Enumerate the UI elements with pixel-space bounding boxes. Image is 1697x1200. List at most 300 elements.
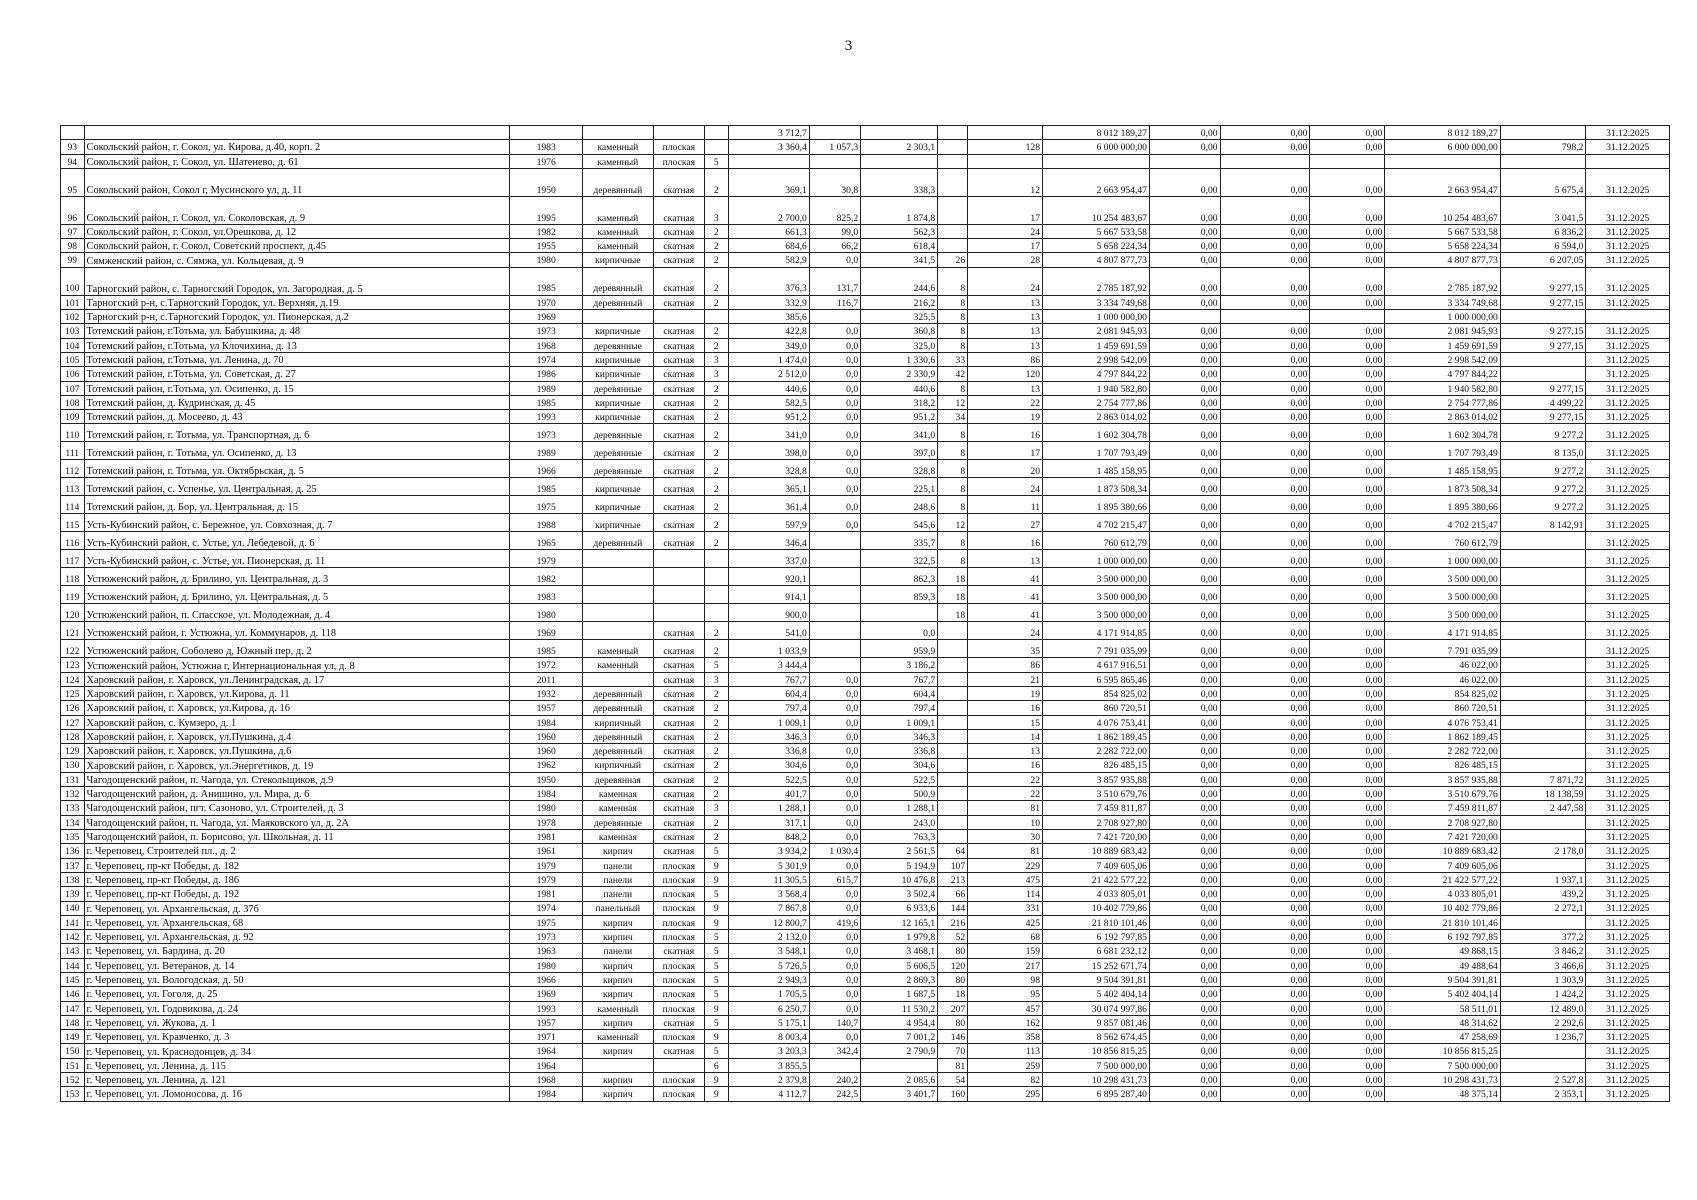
table-row (61, 701, 1670, 715)
residential-area-cell: 2 330,9 (861, 367, 938, 381)
roof-type-cell: скатная (653, 658, 704, 672)
roof-type-cell: скатная (653, 267, 704, 295)
floors-cell: 2 (704, 772, 728, 786)
budget-cost-cell: 0,00 (1220, 972, 1310, 986)
wall-material-cell: деревянные (583, 815, 654, 829)
repair-cost-cell: 1 862 189,45 (1385, 729, 1501, 743)
apartments-cell: 12 (938, 395, 968, 409)
fund-cost-cell: 0,00 (1149, 1073, 1220, 1087)
total-area-cell: 365,1 (728, 478, 809, 496)
year-built-cell: 1960 (510, 729, 583, 743)
residents-cell: 12 (968, 168, 1043, 196)
table-row (61, 887, 1670, 901)
roof-type-cell: скатная (653, 395, 704, 409)
residents-cell: 159 (968, 944, 1043, 958)
apartments-cell (938, 126, 968, 140)
owner-cost-cell: 0,00 (1310, 729, 1385, 743)
deadline-cell: 31.12.2025 (1586, 224, 1670, 238)
budget-cost-cell: 0,00 (1220, 478, 1310, 496)
apartments-cell (938, 744, 968, 758)
table-row (61, 267, 1670, 295)
total-cost-cell: 3 500 000,00 (1043, 604, 1150, 622)
row-number-cell: 111 (61, 442, 85, 460)
owner-cost-cell: 0,00 (1310, 338, 1385, 352)
total-area-cell: 920,1 (728, 568, 809, 586)
total-cost-cell: 4 702 215,47 (1043, 514, 1150, 532)
year-built-cell: 1968 (510, 338, 583, 352)
total-cost-cell: 4 076 753,41 (1043, 715, 1150, 729)
total-cost-cell: 1 000 000,00 (1043, 550, 1150, 568)
wall-material-cell: кирпич (583, 987, 654, 1001)
repair-cost-cell: 49 488,64 (1385, 958, 1501, 972)
table-row (61, 568, 1670, 586)
table-row (61, 224, 1670, 238)
table-row (61, 930, 1670, 944)
cost-per-sqm-cell: 12 489,0 (1500, 1001, 1586, 1015)
total-area-cell: 304,6 (728, 758, 809, 772)
floors-cell: 3 (704, 672, 728, 686)
residents-cell: 358 (968, 1030, 1043, 1044)
deadline-cell: 31.12.2025 (1586, 687, 1670, 701)
nonresidential-area-cell: 0,0 (809, 381, 860, 395)
floors-cell: 2 (704, 701, 728, 715)
residential-area-cell: 3 502,4 (861, 887, 938, 901)
roof-type-cell: скатная (653, 801, 704, 815)
total-cost-cell: 10 254 483,67 (1043, 196, 1150, 224)
deadline-cell: 31.12.2025 (1586, 442, 1670, 460)
year-built-cell: 1971 (510, 1030, 583, 1044)
residential-area-cell: 7 001,2 (861, 1030, 938, 1044)
roof-type-cell: скатная (653, 460, 704, 478)
wall-material-cell: каменный (583, 640, 654, 658)
wall-material-cell: каменный (583, 140, 654, 154)
residents-cell: 16 (968, 532, 1043, 550)
row-number-cell: 116 (61, 532, 85, 550)
owner-cost-cell: 0,00 (1310, 424, 1385, 442)
budget-cost-cell: 0,00 (1220, 460, 1310, 478)
wall-material-cell: кирпичные (583, 395, 654, 409)
budget-cost-cell: 0,00 (1220, 395, 1310, 409)
budget-cost-cell: 0,00 (1220, 640, 1310, 658)
floors-cell: 2 (704, 395, 728, 409)
year-built-cell: 1984 (510, 787, 583, 801)
year-built-cell: 1955 (510, 239, 583, 253)
apartments-cell (938, 801, 968, 815)
budget-cost-cell: 0,00 (1220, 1030, 1310, 1044)
residential-area-cell: 248,6 (861, 496, 938, 514)
apartments-cell (938, 239, 968, 253)
table-row (61, 168, 1670, 196)
budget-cost-cell: 0,00 (1220, 830, 1310, 844)
year-built-cell: 1982 (510, 224, 583, 238)
year-built-cell: 1964 (510, 1044, 583, 1058)
owner-cost-cell: 0,00 (1310, 758, 1385, 772)
residents-cell: 17 (968, 239, 1043, 253)
residents-cell: 28 (968, 253, 1043, 267)
address-cell: Устюженский район, п. Спасское, ул. Молодежная, д. 4 (84, 604, 510, 622)
repair-cost-cell: 4 807 877,73 (1385, 253, 1501, 267)
floors-cell: 2 (704, 338, 728, 352)
budget-cost-cell: 0,00 (1220, 772, 1310, 786)
residential-area-cell: 2 303,1 (861, 140, 938, 154)
roof-type-cell: плоская (653, 972, 704, 986)
nonresidential-area-cell: 0,0 (809, 496, 860, 514)
budget-cost-cell: 0,00 (1220, 381, 1310, 395)
fund-cost-cell: 0,00 (1149, 640, 1220, 658)
nonresidential-area-cell: 0,0 (809, 729, 860, 743)
row-number-cell: 101 (61, 295, 85, 309)
address-cell: Тарногский р-н, с.Тарногский Городок, ул. Пионерская, д.2 (84, 310, 510, 324)
year-built-cell: 1980 (510, 253, 583, 267)
budget-cost-cell: 0,00 (1220, 126, 1310, 140)
owner-cost-cell: 0,00 (1310, 324, 1385, 338)
roof-type-cell: плоская (653, 1073, 704, 1087)
residential-area-cell: 244,6 (861, 267, 938, 295)
owner-cost-cell: 0,00 (1310, 239, 1385, 253)
residents-cell: 113 (968, 1044, 1043, 1058)
cost-per-sqm-cell: 9 277,15 (1500, 267, 1586, 295)
table-row (61, 1044, 1670, 1058)
residential-area-cell: 5 606,5 (861, 958, 938, 972)
budget-cost-cell: 0,00 (1220, 1058, 1310, 1072)
deadline-cell: 31.12.2025 (1586, 915, 1670, 929)
budget-cost-cell: 0,00 (1220, 715, 1310, 729)
year-built-cell: 1976 (510, 154, 583, 168)
row-number-cell: 151 (61, 1058, 85, 1072)
nonresidential-area-cell (809, 154, 860, 168)
repair-cost-cell: 1 485 158,95 (1385, 460, 1501, 478)
residential-area-cell: 767,7 (861, 672, 938, 686)
year-built-cell: 1984 (510, 715, 583, 729)
floors-cell: 3 (704, 801, 728, 815)
residential-area-cell: 325,0 (861, 338, 938, 352)
total-area-cell: 661,3 (728, 224, 809, 238)
row-number-cell: 103 (61, 324, 85, 338)
total-area-cell: 11 305,5 (728, 872, 809, 886)
repair-cost-cell: 6 192 797,85 (1385, 930, 1501, 944)
apartments-cell (938, 140, 968, 154)
year-built-cell: 1965 (510, 532, 583, 550)
total-area-cell: 522,5 (728, 772, 809, 786)
deadline-cell: 31.12.2025 (1586, 604, 1670, 622)
page-number: 3 (844, 38, 853, 54)
wall-material-cell (583, 550, 654, 568)
roof-type-cell: скатная (653, 381, 704, 395)
owner-cost-cell: 0,00 (1310, 801, 1385, 815)
year-built-cell (510, 126, 583, 140)
cost-per-sqm-cell: 3 846,2 (1500, 944, 1586, 958)
owner-cost-cell: 0,00 (1310, 496, 1385, 514)
apartments-cell: 8 (938, 295, 968, 309)
deadline-cell: 31.12.2025 (1586, 410, 1670, 424)
total-cost-cell: 1 602 304,78 (1043, 424, 1150, 442)
cost-per-sqm-cell: 2 272,1 (1500, 901, 1586, 915)
row-number-cell: 106 (61, 367, 85, 381)
residential-area-cell: 1 874,8 (861, 196, 938, 224)
owner-cost-cell: 0,00 (1310, 944, 1385, 958)
residential-area-cell: 3 186,2 (861, 658, 938, 672)
repair-cost-cell: 7 500 000,00 (1385, 1058, 1501, 1072)
residential-area-cell (861, 604, 938, 622)
total-area-cell: 1 474,0 (728, 352, 809, 366)
residents-cell: 17 (968, 196, 1043, 224)
wall-material-cell: каменный (583, 658, 654, 672)
residents-cell: 13 (968, 310, 1043, 324)
wall-material-cell: деревянный (583, 532, 654, 550)
budget-cost-cell: 0,00 (1220, 930, 1310, 944)
total-area-cell: 376,3 (728, 267, 809, 295)
fund-cost-cell: 0,00 (1149, 887, 1220, 901)
cost-per-sqm-cell: 4 499,22 (1500, 395, 1586, 409)
residential-area-cell: 10 476,8 (861, 872, 938, 886)
fund-cost-cell: 0,00 (1149, 381, 1220, 395)
wall-material-cell (583, 604, 654, 622)
residential-area-cell: 2 869,3 (861, 972, 938, 986)
year-built-cell: 1985 (510, 478, 583, 496)
owner-cost-cell: 0,00 (1310, 1087, 1385, 1101)
floors-cell: 2 (704, 295, 728, 309)
total-area-cell: 346,3 (728, 729, 809, 743)
roof-type-cell: плоская (653, 958, 704, 972)
apartments-cell: 80 (938, 972, 968, 986)
year-built-cell: 1975 (510, 915, 583, 929)
residents-cell: 19 (968, 687, 1043, 701)
owner-cost-cell: 0,00 (1310, 604, 1385, 622)
deadline-cell: 31.12.2025 (1586, 239, 1670, 253)
wall-material-cell: кирпичные (583, 496, 654, 514)
total-cost-cell: 10 298 431,73 (1043, 1073, 1150, 1087)
roof-type-cell: скатная (653, 758, 704, 772)
apartments-cell (938, 758, 968, 772)
residential-area-cell: 4 954,4 (861, 1015, 938, 1029)
residential-area-cell: 522,5 (861, 772, 938, 786)
row-number-cell: 99 (61, 253, 85, 267)
housing-repair-table (60, 125, 1670, 1102)
total-area-cell: 3 548,1 (728, 944, 809, 958)
residents-cell: 120 (968, 367, 1043, 381)
residents-cell: 16 (968, 701, 1043, 715)
apartments-cell (938, 772, 968, 786)
repair-cost-cell: 4 076 753,41 (1385, 715, 1501, 729)
total-area-cell: 1 288,1 (728, 801, 809, 815)
table-row (61, 622, 1670, 640)
residential-area-cell: 959,9 (861, 640, 938, 658)
total-area-cell: 2 700,0 (728, 196, 809, 224)
floors-cell: 5 (704, 930, 728, 944)
wall-material-cell: деревянные (583, 442, 654, 460)
fund-cost-cell: 0,00 (1149, 744, 1220, 758)
deadline-cell: 31.12.2025 (1586, 787, 1670, 801)
residents-cell: 22 (968, 772, 1043, 786)
residential-area-cell: 797,4 (861, 701, 938, 715)
budget-cost-cell: 0,00 (1220, 987, 1310, 1001)
apartments-cell (938, 715, 968, 729)
cost-per-sqm-cell: 9 277,15 (1500, 381, 1586, 395)
owner-cost-cell: 0,00 (1310, 460, 1385, 478)
residential-area-cell: 2 085,6 (861, 1073, 938, 1087)
fund-cost-cell: 0,00 (1149, 460, 1220, 478)
deadline-cell: 31.12.2025 (1586, 1087, 1670, 1101)
owner-cost-cell: 0,00 (1310, 887, 1385, 901)
repair-cost-cell: 4 171 914,85 (1385, 622, 1501, 640)
repair-cost-cell: 10 856 815,25 (1385, 1044, 1501, 1058)
nonresidential-area-cell: 0,0 (809, 442, 860, 460)
cost-per-sqm-cell (1500, 815, 1586, 829)
floors-cell: 9 (704, 1030, 728, 1044)
repair-cost-cell: 1 707 793,49 (1385, 442, 1501, 460)
table-row (61, 687, 1670, 701)
floors-cell (704, 568, 728, 586)
total-cost-cell: 2 282 722,00 (1043, 744, 1150, 758)
address-cell: Тотемский район, д. Мосеево, д. 43 (84, 410, 510, 424)
total-cost-cell: 760 612,79 (1043, 532, 1150, 550)
table-row (61, 772, 1670, 786)
wall-material-cell (583, 672, 654, 686)
address-cell: Устюженский район, г. Устюжна, ул. Коммунаров, д. 118 (84, 622, 510, 640)
total-area-cell: 332,9 (728, 295, 809, 309)
nonresidential-area-cell: 0,0 (809, 410, 860, 424)
total-area-cell: 797,4 (728, 701, 809, 715)
floors-cell: 9 (704, 1087, 728, 1101)
fund-cost-cell: 0,00 (1149, 1030, 1220, 1044)
apartments-cell: 120 (938, 958, 968, 972)
table-row (61, 352, 1670, 366)
row-number-cell: 104 (61, 338, 85, 352)
total-cost-cell: 3 500 000,00 (1043, 586, 1150, 604)
repair-cost-cell: 5 402 404,14 (1385, 987, 1501, 1001)
wall-material-cell (583, 622, 654, 640)
deadline-cell: 31.12.2025 (1586, 514, 1670, 532)
residents-cell: 21 (968, 672, 1043, 686)
year-built-cell: 1989 (510, 442, 583, 460)
nonresidential-area-cell: 116,7 (809, 295, 860, 309)
nonresidential-area-cell (809, 310, 860, 324)
total-area-cell: 684,6 (728, 239, 809, 253)
residents-cell: 13 (968, 550, 1043, 568)
floors-cell: 2 (704, 224, 728, 238)
fund-cost-cell: 0,00 (1149, 140, 1220, 154)
repair-cost-cell: 48 314,62 (1385, 1015, 1501, 1029)
address-cell: г. Череповец, ул. Архангельская, д. 92 (84, 930, 510, 944)
total-area-cell (728, 154, 809, 168)
table-row (61, 915, 1670, 929)
apartments-cell: 18 (938, 568, 968, 586)
wall-material-cell: кирпич (583, 930, 654, 944)
total-cost-cell: 5 667 533,58 (1043, 224, 1150, 238)
roof-type-cell: скатная (653, 424, 704, 442)
address-cell: Тотемский район, г. Тотьма, ул. Октябрьская, д. 5 (84, 460, 510, 478)
roof-type-cell: скатная (653, 672, 704, 686)
residents-cell: 457 (968, 1001, 1043, 1015)
residents-cell: 22 (968, 395, 1043, 409)
nonresidential-area-cell: 0,0 (809, 901, 860, 915)
residential-area-cell: 336,8 (861, 744, 938, 758)
roof-type-cell (653, 550, 704, 568)
repair-cost-cell: 7 459 811,87 (1385, 801, 1501, 815)
deadline-cell: 31.12.2025 (1586, 872, 1670, 886)
apartments-cell: 107 (938, 858, 968, 872)
cost-per-sqm-cell: 2 353,1 (1500, 1087, 1586, 1101)
floors-cell: 2 (704, 715, 728, 729)
fund-cost-cell: 0,00 (1149, 701, 1220, 715)
cost-per-sqm-cell: 2 447,58 (1500, 801, 1586, 815)
wall-material-cell: деревянные (583, 460, 654, 478)
nonresidential-area-cell: 0,0 (809, 478, 860, 496)
row-number-cell: 98 (61, 239, 85, 253)
nonresidential-area-cell: 1 030,4 (809, 844, 860, 858)
apartments-cell: 213 (938, 872, 968, 886)
total-area-cell: 341,0 (728, 424, 809, 442)
residents-cell: 82 (968, 1073, 1043, 1087)
deadline-cell: 31.12.2025 (1586, 126, 1670, 140)
floors-cell: 5 (704, 972, 728, 986)
residents-cell: 16 (968, 758, 1043, 772)
repair-cost-cell (1385, 154, 1501, 168)
apartments-cell (938, 154, 968, 168)
budget-cost-cell: 0,00 (1220, 744, 1310, 758)
total-cost-cell: 9 504 391,81 (1043, 972, 1150, 986)
residential-area-cell: 951,2 (861, 410, 938, 424)
wall-material-cell (583, 586, 654, 604)
floors-cell: 2 (704, 787, 728, 801)
apartments-cell: 54 (938, 1073, 968, 1087)
address-cell: Усть-Кубинский район, с. Устье, ул. Лебедевой, д. 6 (84, 532, 510, 550)
residents-cell: 10 (968, 815, 1043, 829)
apartments-cell (938, 224, 968, 238)
row-number-cell: 139 (61, 887, 85, 901)
address-cell: Тотемский район, г.Тотьма, ул Клочихина, д. 13 (84, 338, 510, 352)
row-number-cell: 110 (61, 424, 85, 442)
year-built-cell: 1950 (510, 772, 583, 786)
total-cost-cell: 3 857 935,88 (1043, 772, 1150, 786)
fund-cost-cell: 0,00 (1149, 253, 1220, 267)
row-number-cell: 107 (61, 381, 85, 395)
address-cell: Харовский район, г. Харовск, ул.Энергетиков, д. 19 (84, 758, 510, 772)
total-cost-cell: 7 500 000,00 (1043, 1058, 1150, 1072)
fund-cost-cell: 0,00 (1149, 1058, 1220, 1072)
cost-per-sqm-cell (1500, 604, 1586, 622)
cost-per-sqm-cell: 1 236,7 (1500, 1030, 1586, 1044)
table-row (61, 1001, 1670, 1015)
address-cell: Сокольский район, г. Сокол, ул. Соколовская, д. 9 (84, 196, 510, 224)
residents-cell: 98 (968, 972, 1043, 986)
repair-cost-cell: 2 863 014,02 (1385, 410, 1501, 424)
deadline-cell: 31.12.2025 (1586, 460, 1670, 478)
residential-area-cell: 0,0 (861, 622, 938, 640)
total-area-cell: 349,0 (728, 338, 809, 352)
total-area-cell: 346,4 (728, 532, 809, 550)
year-built-cell: 1973 (510, 324, 583, 338)
floors-cell: 3 (704, 352, 728, 366)
floors-cell: 5 (704, 944, 728, 958)
year-built-cell: 1982 (510, 568, 583, 586)
table-row (61, 1073, 1670, 1087)
nonresidential-area-cell: 342,4 (809, 1044, 860, 1058)
nonresidential-area-cell (809, 604, 860, 622)
owner-cost-cell: 0,00 (1310, 532, 1385, 550)
deadline-cell: 31.12.2025 (1586, 267, 1670, 295)
budget-cost-cell: 0,00 (1220, 253, 1310, 267)
owner-cost-cell: 0,00 (1310, 958, 1385, 972)
budget-cost-cell (1220, 154, 1310, 168)
fund-cost-cell: 0,00 (1149, 1001, 1220, 1015)
residents-cell: 13 (968, 381, 1043, 395)
deadline-cell: 31.12.2025 (1586, 532, 1670, 550)
row-number-cell: 124 (61, 672, 85, 686)
floors-cell: 5 (704, 958, 728, 972)
apartments-cell: 8 (938, 532, 968, 550)
cost-per-sqm-cell: 8 135,0 (1500, 442, 1586, 460)
